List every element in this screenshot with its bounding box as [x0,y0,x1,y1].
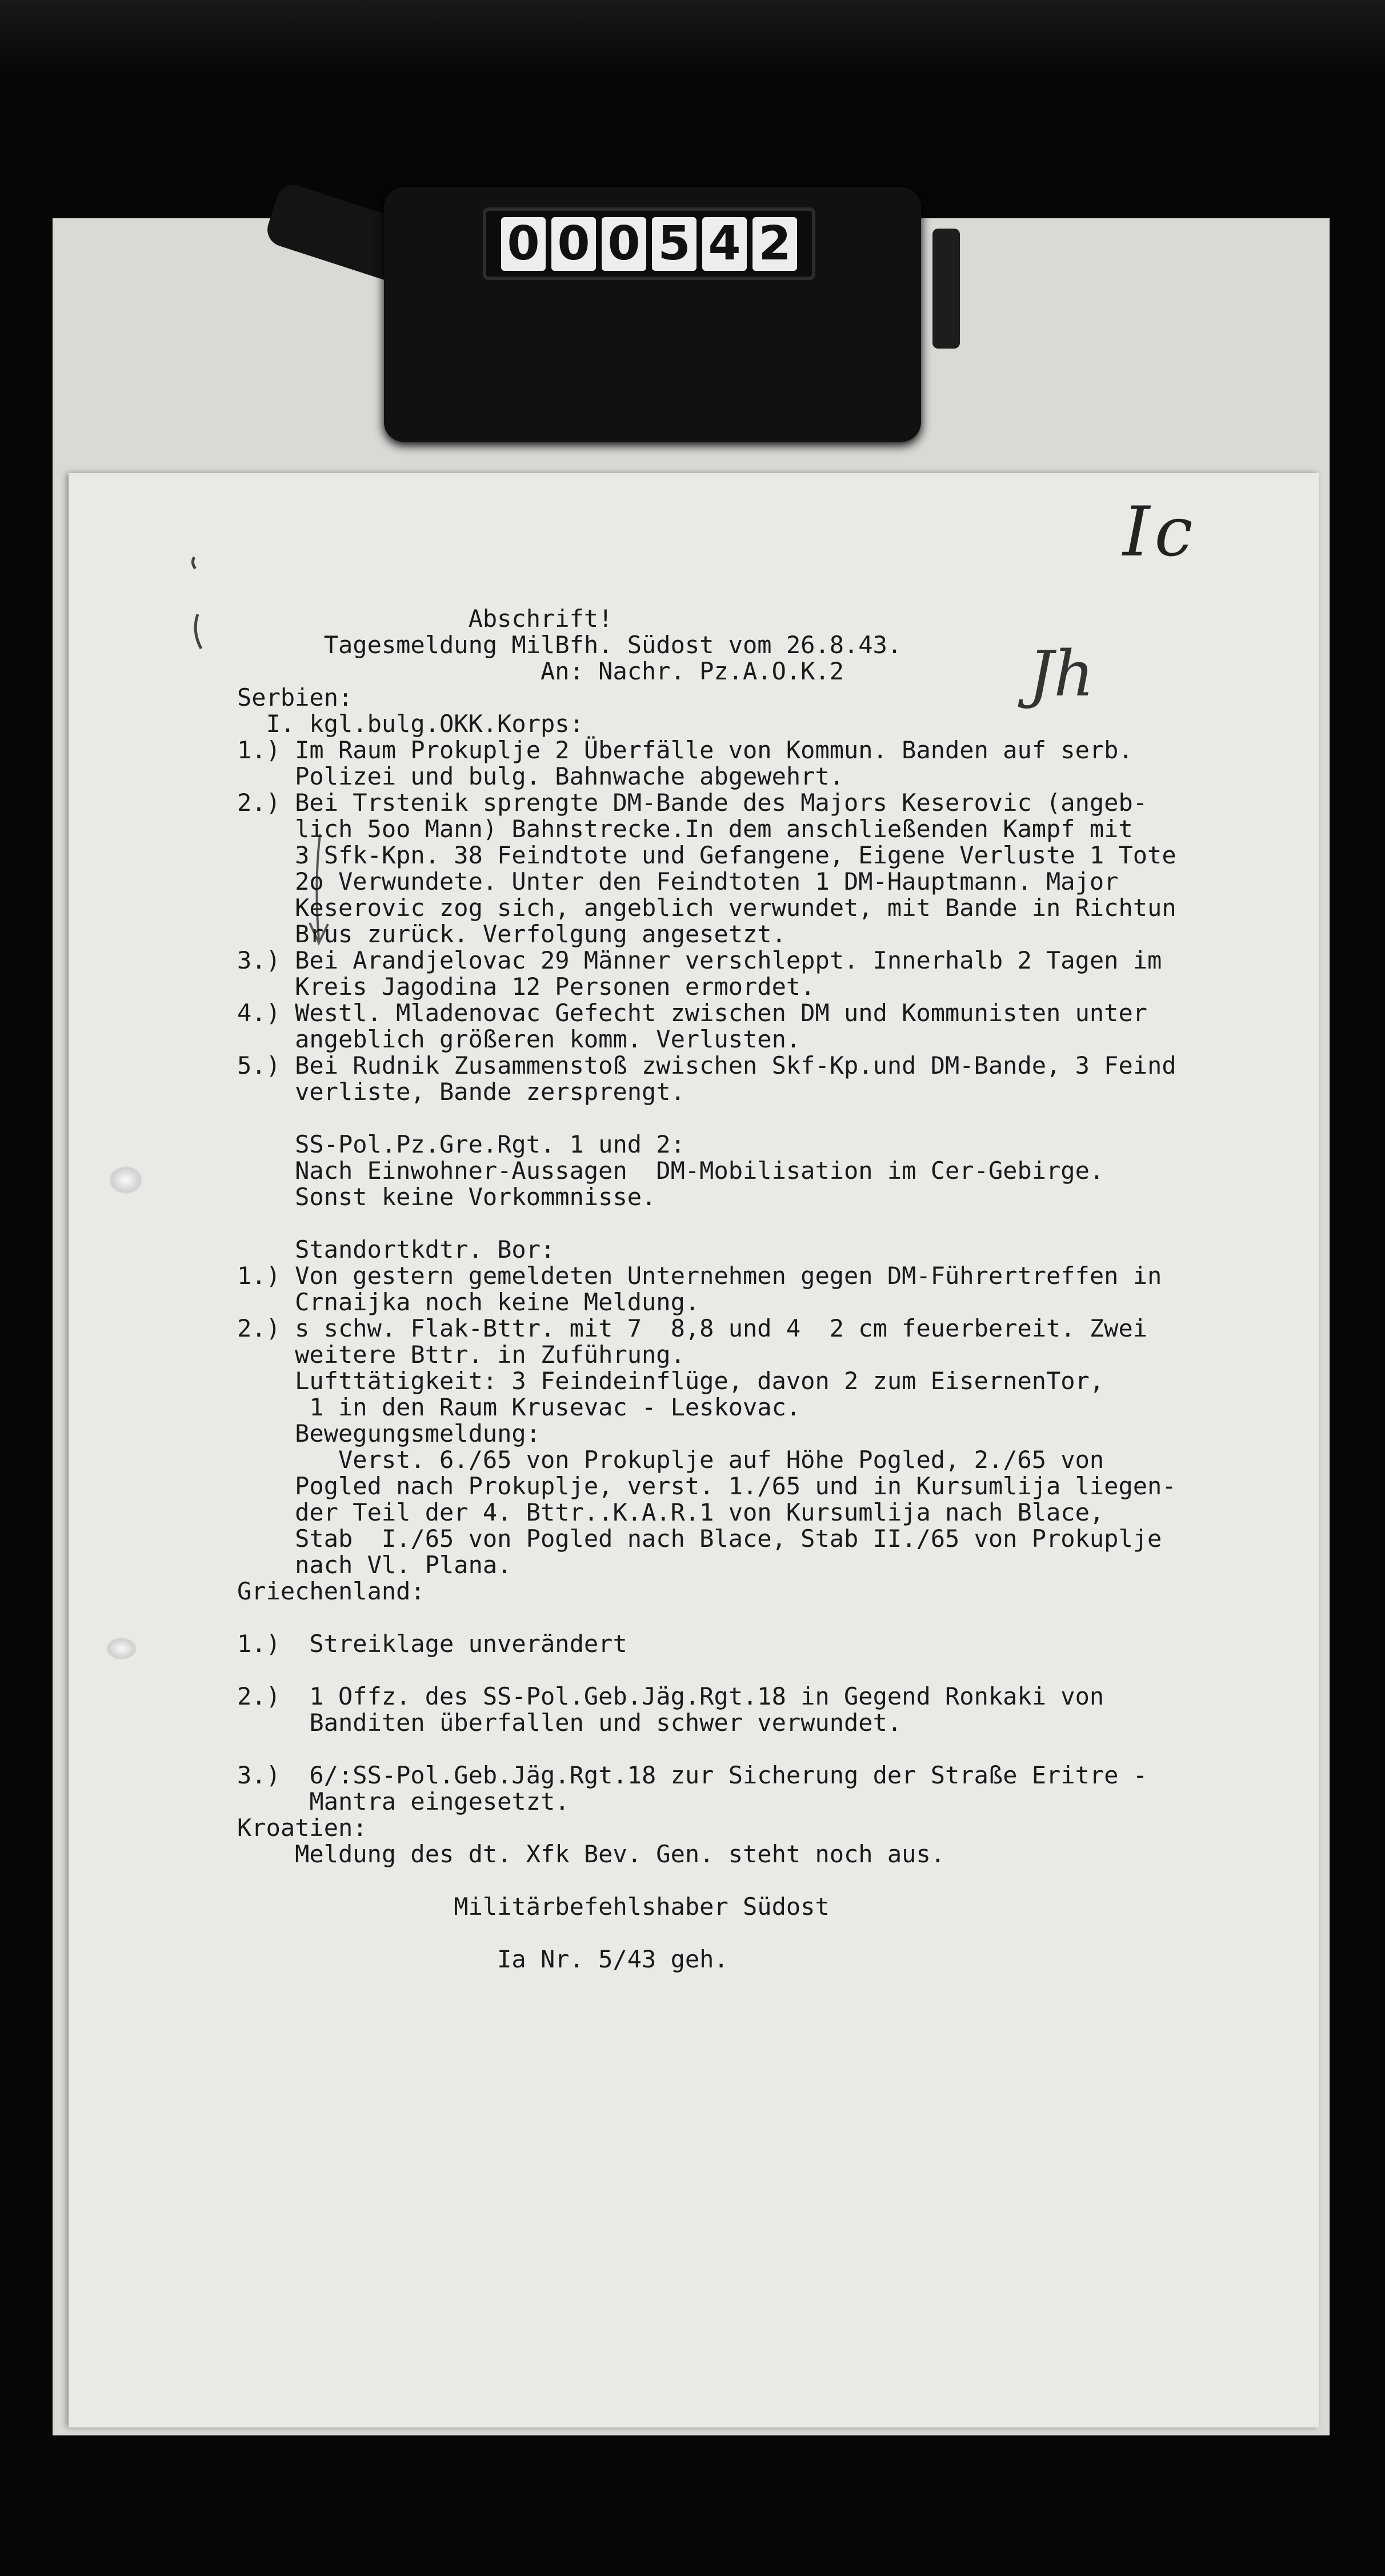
typed-text [237,606,1340,1973]
document-line: 5.) Bei Rudnik Zusammenstoß zwischen Skf-Kp.und DM-Bande, 3 Feind [237,1051,1176,1079]
document-line: 1.) Im Raum Prokuplje 2 Überfälle von Kommun. Banden auf serb. [237,736,1133,764]
handwritten-initial: Jh [1028,637,1094,710]
document-line: Nach Einwohner-Aussagen DM-Mobilisation im Cer-Gebirge. [237,1157,1104,1185]
document-line: Brus zurück. Verfolgung angesetzt. [237,920,786,948]
document-line: I. kgl.bulg.OKK.Korps: [237,710,584,738]
document-line: 2.) 1 Offz. des SS-Pol.Geb.Jäg.Rgt.18 in Gegend Ronkaki von [237,1682,1104,1710]
document-line: Pogled nach Prokuplje, verst. 1./65 und in Kursumlija liegen- [237,1472,1176,1500]
document-line: Banditen überfallen und schwer verwundet. [237,1709,902,1737]
document-line: Kroatien: [237,1814,367,1842]
document-line [237,1605,1340,1631]
document-line: 1.) Von gestern gemeldeten Unternehmen gegen DM-Führertreffen in [237,1262,1162,1290]
document-line: Mantra eingesetzt. [237,1787,570,1815]
counter-digit: 4 [702,217,747,271]
counter-window [483,207,815,280]
document-line: Standortkdtr. Bor: [237,1235,555,1263]
counter-knob [932,229,960,349]
document-line [237,1105,1340,1131]
document-line: 2.) Bei Trstenik sprengte DM-Bande des Majors Keserovic (angeb- [237,789,1148,817]
document-line: Stab I./65 von Pogled nach Blace, Stab II./65 von Prokuplje [237,1525,1162,1553]
document-line: 3.) 6/:SS-Pol.Geb.Jäg.Rgt.18 zur Sicherung der Straße Eritre - [237,1761,1148,1789]
film-frame-edge [0,0,1385,80]
document-line: Bewegungsmeldung: [237,1419,541,1447]
document-line [237,1867,1340,1894]
document-line: der Teil der 4. Bttr..K.A.R.1 von Kursumlija nach Blace, [237,1498,1104,1526]
document-line: Ia Nr. 5/43 geh. [237,1945,728,1973]
counter-digit: 0 [602,217,646,271]
document-line: 3 Sfk-Kpn. 38 Feindtote und Gefangene, Eigene Verluste 1 Tote [237,841,1176,869]
staple-hole [106,1637,137,1660]
counter-digit: 5 [652,217,696,271]
document-line: Kreis Jagodina 12 Personen ermordet. [237,973,815,1001]
document-line: Crnaijka noch keine Meldung. [237,1288,700,1316]
document-line: Militärbefehlshaber Südost [237,1893,830,1921]
document-line [237,1736,1340,1762]
document-line [237,1210,1340,1237]
document-line: Lufttätigkeit: 3 Feindeinflüge, davon 2 zum EisernenTor, [237,1367,1104,1395]
document-line: 2o Verwundete. Unter den Feindtoten 1 DM-Hauptmann. Major [237,867,1119,895]
document-line: Verst. 6./65 von Prokuplje auf Höhe Pogled, 2./65 von [237,1446,1104,1474]
document-line: verliste, Bande zersprengt. [237,1078,685,1106]
document-line: SS-Pol.Pz.Gre.Rgt. 1 und 2: [237,1130,685,1158]
document-line: 4.) Westl. Mladenovac Gefecht zwischen DM und Kommunisten unter [237,999,1148,1027]
document-line: Griechenland: [237,1577,425,1605]
document-line: Serbien: [237,683,353,711]
document-line: 2.) s schw. Flak-Bttr. mit 7 8,8 und 4 2 cm feuerbereit. Zwei [237,1314,1148,1342]
document-line: Polizei und bulg. Bahnwache abgewehrt. [237,762,844,790]
staple-hole [109,1166,143,1194]
counter-digit: 0 [501,217,546,271]
document-line: 1.) Streiklage unverändert [237,1630,627,1658]
document-line: Keserovic zog sich, angeblich verwundet, mit Bande in Richtun [237,894,1176,922]
document-line: Meldung des dt. Xfk Bev. Gen. steht noch aus. [237,1840,946,1868]
document-line: Sonst keine Vorkommnisse. [237,1183,657,1211]
handwritten-corner-label: Ic [1123,493,1198,572]
document-line: An: Nachr. Pz.A.O.K.2 [237,657,844,685]
document-line: 1 in den Raum Krusevac - Leskovac. [237,1393,801,1421]
counter-digit: 0 [551,217,596,271]
document-line [237,1920,1340,1946]
document-line: Tagesmeldung MilBfh. Südost vom 26.8.43. [237,631,902,659]
document-line: weitere Bttr. in Zuführung. [237,1341,685,1369]
document-line: Abschrift! [237,605,613,633]
document-line: angeblich größeren komm. Verlusten. [237,1025,801,1053]
document-line: nach Vl. Plana. [237,1551,512,1579]
document-line: lich 5oo Mann) Bahnstrecke.In dem anschließenden Kampf mit [237,815,1133,843]
document-line: 3.) Bei Arandjelovac 29 Männer verschleppt. Innerhalb 2 Tagen im [237,946,1162,974]
counter-digit: 2 [752,217,797,271]
document-line [237,1657,1340,1683]
pencil-mark [187,551,210,654]
